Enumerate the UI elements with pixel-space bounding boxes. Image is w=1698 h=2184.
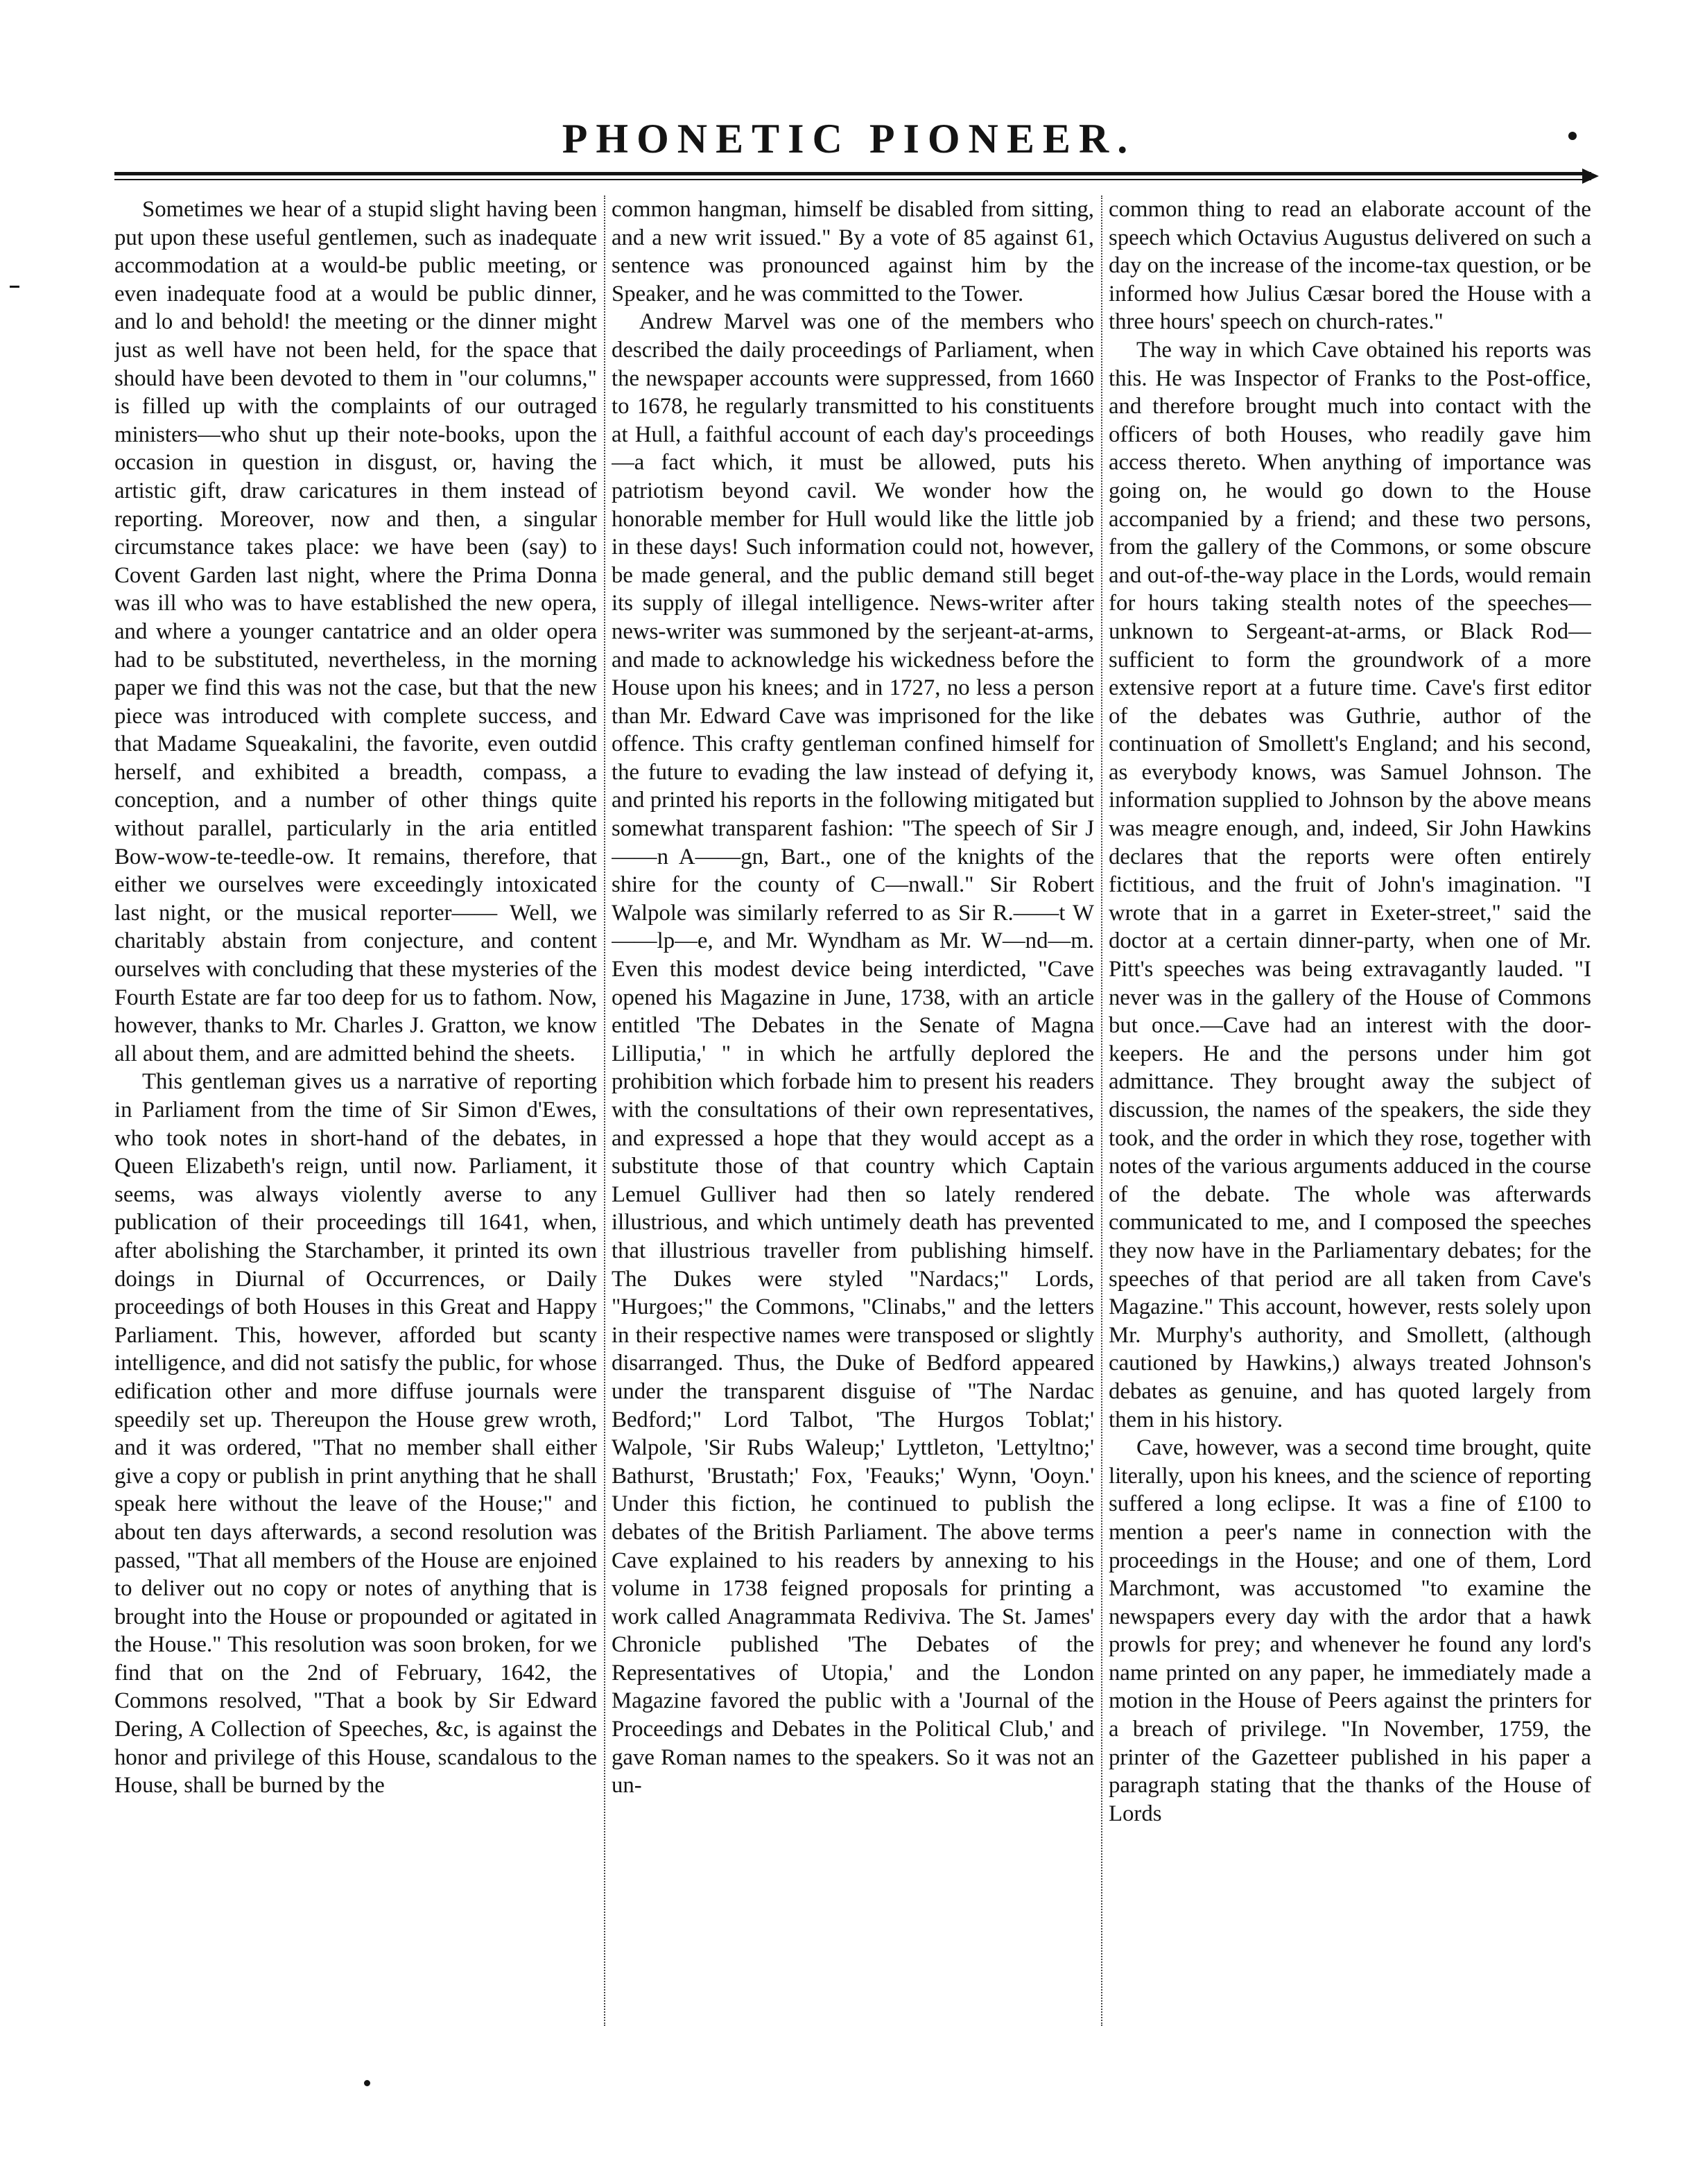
article-columns — [114, 196, 1591, 2026]
header-rule — [114, 172, 1591, 180]
paragraph: This gentleman gives us a narrative of reporting in Parliament from the time of Sir Simon d'Ewes, who took notes in short-hand of the debates, in Queen Elizabeth's reign, until now. Parliament, it seems, was always violently averse to any publication of their proceedings till 1641, when, after abolishing the Starchamber, it printed its own doings in Diurnal of Occurrences, or Daily proceedings of both Houses in this Great and Happy Parliament. This, however, afforded but scanty intelligence, and did not satisfy the public, for whose edification other and more diffuse journals were speedily set up. Thereupon the House grew wroth, and it was ordered, "That no member shall either give a copy or publish in print anything that he shall speak here without the leave of the House;" and about ten days afterwards, a second resolution was passed, "That all members of the House are enjoined to deliver out no copy or notes of anything that is brought into the House or propounded or agitated in the House." This resolution was soon broken, for we find that on the 2nd of February, 1642, the Commons resolved, "That a book by Sir Edward Dering, A Collection of Speeches, &c, is against the honor and privilege of this House, scandalous to the House, shall be burned by the — [114, 1069, 597, 1799]
paragraph: common thing to read an elaborate account of the speech which Octavius Augustus delivered on such a day on the increase of the income-tax question, or be informed how Julius Cæsar bored the House with a three hours' speech on church-rates." — [1109, 197, 1591, 335]
paragraph: common hangman, himself be disabled from sitting, and a new writ issued." By a vote of 85 against 61, sentence was pronounced against him by the Speaker, and he was committed to the Tower. — [612, 197, 1094, 306]
ornament-dot — [1568, 132, 1577, 140]
column-2 — [612, 196, 1094, 2026]
margin-mark — [10, 286, 19, 288]
column-3 — [1109, 196, 1591, 2026]
page-title: PHONETIC PIONEER. — [562, 116, 1136, 162]
footer-dot — [364, 2080, 370, 2086]
paragraph: The way in which Cave obtained his reports was this. He was Inspector of Franks to the Post-office, and therefore brought much into contact with the officers of both Houses, who readily gave him access thereto. When anything of importance was going on, he would go down to the House accompanied by a friend; and these two persons, from the gallery of the Commons, or some obscure and out-of-the-way place in the Lords, would remain for hours taking stealth notes of the speeches—unknown to Sergeant-at-arms, or Black Rod—sufficient to form the groundwork of a more extensive report at a future time. Cave's first editor of the debates was Guthrie, author of the continuation of Smollett's England; and his second, as everybody knows, was Samuel Johnson. The information supplied to Johnson by the above means was meagre enough, and, indeed, Sir John Hawkins declares that the reports were often entirely fictitious, and the fruit of John's imagination. "I wrote that in a garret in Exeter-street," said the doctor at a certain dinner-party, when one of Mr. Pitt's speeches was being extravagantly lauded. "I never was in the gallery of the House of Commons but once.—Cave had an interest with the door-keepers. He and the persons under him got admittance. They brought away the subject of discussion, the names of the speakers, the side they took, and the order in which they rose, together with notes of the various arguments adduced in the course of the debate. The whole was afterwards communicated to me, and I composed the speeches they now have in the Parliamentary debates; for the speeches of that period are all taken from Cave's Magazine." This account, however, rests solely upon Mr. Murphy's authority, and Smollett, (although cautioned by Hawkins,) always treated Johnson's debates as genuine, and has quoted largely from them in his history. — [1109, 337, 1591, 1432]
paragraph: Andrew Marvel was one of the members who described the daily proceedings of Parliament, when the newspaper accounts were suppressed, from 1660 to 1678, he regularly transmitted to his constituents at Hull, a faithful account of each day's proceedings—a fact which, it must be allowed, puts his patriotism beyond cavil. We wonder how the honorable member for Hull would like the little job in these days! Such information could not, however, be made general, and the public demand still beget its supply of illegal intelligence. News-writer after news-writer was summoned by the serjeant-at-arms, and made to acknowledge his wickedness before the House upon his knees; and in 1727, no less a person than Mr. Edward Cave was imprisoned for the like offence. This crafty gentleman confined himself for the future to evading the law instead of defying it, and printed his reports in the following mitigated but somewhat transparent fashion: "The speech of Sir J——n A——gn, Bart., one of the knights of the shire for the county of C—nwall." Sir Robert Walpole was similarly referred to as Sir R.——t W——lp—e, and Mr. Wyndham as Mr. W—nd—m. Even this modest device being interdicted, "Cave opened his Magazine in June, 1738, with an article entitled 'The Debates in the Senate of Magna Lilliputia,' " in which he artfully deplored the prohibition which forbade him to present his readers with the consultations of their own representatives, and expressed a hope that they would accept as a substitute those of that country which Captain Lemuel Gulliver had then so lately rendered illustrious, and which untimely death has prevented that illustrious traveller from publishing himself. The Dukes were styled "Nardacs;" Lords, "Hurgoes;" the Commons, "Clinabs," and the letters in their respective names were transposed or slightly disarranged. Thus, the Duke of Bedford appeared under the transparent disguise of "The Nardac Bedford;" Lord Talbot, 'The Hurgos Toblat;' Walpole, 'Sir Rubs Waleup;' Lyttleton, 'Lettyltno;' Bathurst, 'Brustath;' Fox, 'Feauks;' Wynn, 'Ooyn.' Under this fiction, he continued to publish the debates of the British Parliament. The above terms Cave explained to his readers by annexing to his volume in 1738 feigned proposals for printing a work called Anagrammata Rediviva. The St. James' Chronicle published 'The Debates of the Representatives of Utopia,' and the London Magazine favored the public with a 'Journal of the Proceedings and Debates in the Political Club,' and gave Roman names to the speakers. So it was not an un- — [612, 309, 1094, 1799]
paragraph: Sometimes we hear of a stupid slight having been put upon these useful gentlemen, such as inadequate accommodation at a would-be public meeting, or even inadequate food at a would be public dinner, and lo and behold! the meeting or the dinner might just as well have not been held, for the space that should have been devoted to them in "our columns," is filled up with the complaints of our outraged ministers—who shut up their note-books, upon the occasion in question in disgust, or, having the artistic gift, draw caricatures in them instead of reporting. Moreover, now and then, a singular circumstance takes place: we have been (say) to Covent Garden last night, where the Prima Donna was ill who was to have established the new opera, and where a younger cantatrice and an older opera had to be substituted, nevertheless, in the morning paper we find this was not the case, but that the new piece was introduced with complete success, and that Madame Squeakalini, the favorite, even outdid herself, and exhibited a breadth, compass, a conception, and a number of other things quite without parallel, particularly in the aria entitled Bow-wow-te-teedle-ow. It remains, therefore, that either we ourselves were exceedingly intoxicated last night, or the musical reporter—— Well, we charitably abstain from conjecture, and content ourselves with concluding that these mysteries of the Fourth Estate are far too deep for us to fathom. Now, however, thanks to Mr. Charles J. Gratton, we know all about them, and are admitted behind the sheets. — [114, 197, 597, 1066]
paragraph: Cave, however, was a second time brought, quite literally, upon his knees, and the science of reporting suffered a long eclipse. It was a fine of £100 to mention a peer's name in connection with the proceedings in the House; and one of them, Lord Marchmont, was accustomed "to examine the newspapers every day with the ardor that a hawk prowls for prey; and whenever he found any lord's name printed on any paper, he immediately made a motion in the House of Peers against the printers for a breach of privilege. "In November, 1759, the printer of the Gazetteer published in his paper a paragraph stating that the thanks of the House of Lords — [1109, 1435, 1591, 1826]
rule-arrow-ornament — [1582, 168, 1599, 184]
column-divider — [1101, 196, 1102, 2026]
column-divider — [604, 196, 605, 2026]
column-1 — [114, 196, 597, 2026]
